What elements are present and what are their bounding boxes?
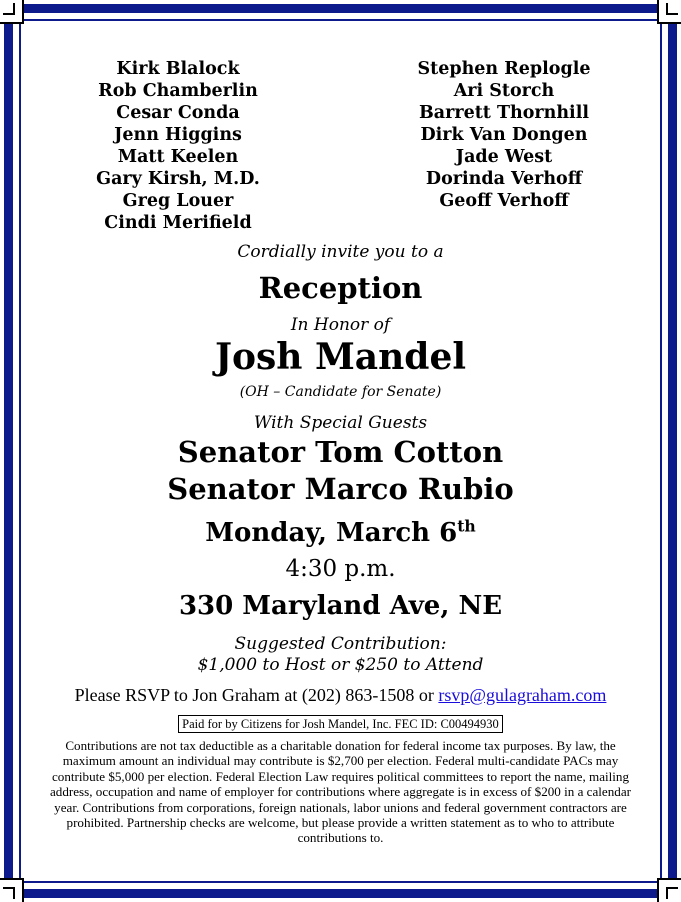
host-name: Jenn Higgins [114, 125, 242, 145]
corner-ornament-top-left [0, 0, 24, 24]
paid-for-notice: Paid for by Citizens for Josh Mandel, Inc. FEC ID: C00494930 [178, 715, 503, 733]
host-name: Ari Storch [453, 81, 555, 101]
host-name: Stephen Replogle [417, 59, 591, 79]
rsvp-text: Please RSVP to Jon Graham at (202) 863-1508 or [74, 685, 439, 705]
special-guests-label: With Special Guests [253, 413, 428, 433]
host-name: Matt Keelen [117, 147, 239, 167]
event-date: Monday, March 6th [205, 516, 476, 548]
corner-ornament-top-right [657, 0, 681, 24]
host-name: Geoff Verhoff [439, 191, 569, 211]
contribution-amounts: $1,000 to Host or $250 to Attend [197, 655, 484, 675]
rsvp-email-link[interactable]: rsvp@gulagraham.com [438, 685, 607, 705]
host-name: Cesar Conda [116, 103, 240, 123]
corner-ornament-bottom-right [657, 878, 681, 902]
event-type-heading: Reception [258, 271, 423, 305]
legal-disclaimer: Contributions are not tax deductible as a charitable donation for federal income tax purposes. By law, the maximum amount an individual may contribute is $2,700 per election. Federal multi-candidate PACs may contribute $5,000 per election. Federal Election Law requires political committees to report the name, mailing address, occupation and name of employer for contributions where aggregate is in excess of $200 in a calendar year. Contributions from corporations, foreign nationals, labor unions and federal government contractors are prohibited. Partnership checks are welcome, but please provide a written statement as to who to attribute contributions to. [49, 738, 631, 846]
host-name: Jade West [455, 147, 553, 167]
invite-line: Cordially invite you to a [237, 242, 444, 262]
host-list-left [78, 58, 278, 234]
host-name: Cindi Merifield [104, 213, 252, 233]
special-guest-1: Senator Tom Cotton [177, 435, 504, 469]
host-name: Dorinda Verhoff [425, 169, 583, 189]
paid-for-box-wrap [0, 713, 681, 733]
honoree-name: Josh Mandel [214, 336, 467, 378]
corner-ornament-bottom-left [0, 878, 24, 902]
host-name: Dirk Van Dongen [420, 125, 588, 145]
host-name: Kirk Blalock [116, 59, 240, 79]
host-list-right [402, 58, 606, 212]
host-name: Rob Chamberlin [98, 81, 258, 101]
contribution-label: Suggested Contribution: [234, 634, 447, 654]
honoree-detail: (OH – Candidate for Senate) [239, 384, 442, 400]
host-name: Gary Kirsh, M.D. [96, 169, 260, 189]
host-name: Greg Louer [122, 191, 234, 211]
in-honor-label: In Honor of [290, 315, 391, 335]
special-guest-2: Senator Marco Rubio [167, 472, 514, 506]
event-time: 4:30 p.m. [285, 556, 396, 582]
event-location: 330 Maryland Ave, NE [178, 591, 503, 621]
host-name: Barrett Thornhill [419, 103, 589, 123]
rsvp-line [0, 685, 681, 706]
